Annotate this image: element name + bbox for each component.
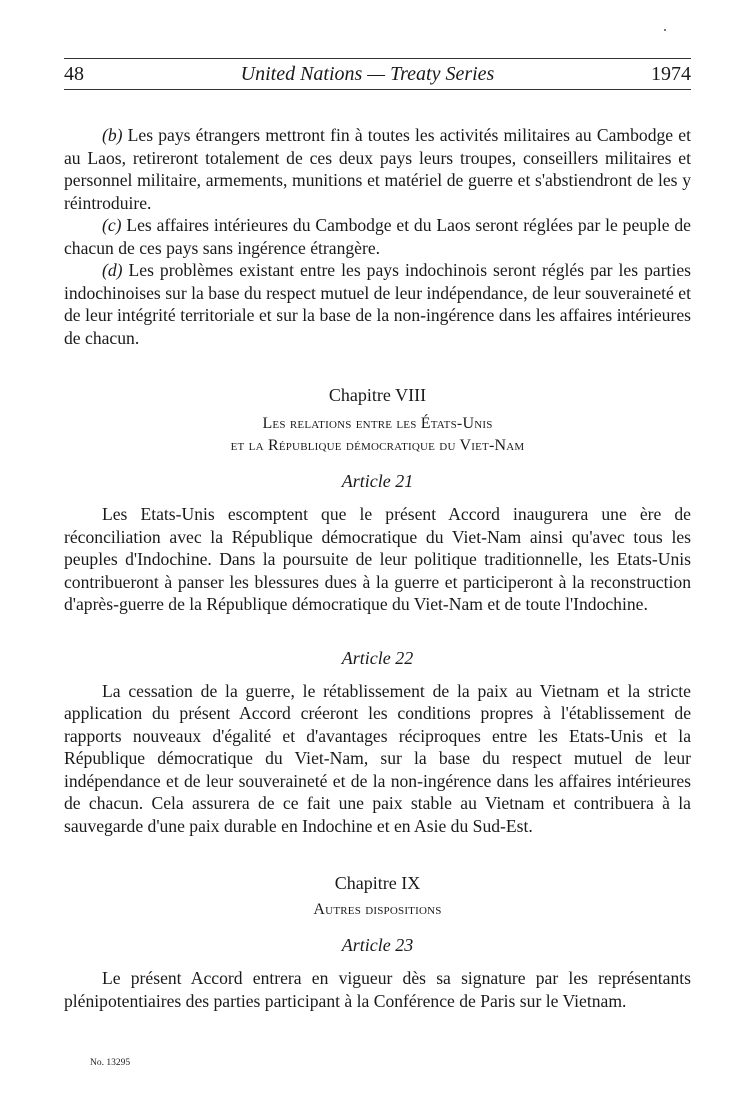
paragraph-marker: (d) <box>102 260 123 280</box>
scan-mark <box>664 29 666 31</box>
page-number: 48 <box>64 63 84 85</box>
paragraph-text: Les problèmes existant entre les pays indochinois seront réglés par les parties indochinoises sur la base du respect mutuel de leur indépendance, de leur souveraineté et de leur intégrité territoriale et sur la base de la non-ingérence dans les affaires intérieures de chacun. <box>64 260 691 348</box>
paragraph-c <box>64 214 691 259</box>
running-header <box>64 58 691 90</box>
paragraph-b <box>64 124 691 214</box>
chapter-heading: Chapitre IX <box>334 873 421 893</box>
document-number: No. 13295 <box>90 1058 131 1068</box>
chapter-subheading: Autres dispositions <box>313 901 442 918</box>
paragraph-text: Les affaires intérieures du Cambodge et du Laos seront réglées par le peuple de chacun de ces pays sans ingérence étrangère. <box>64 215 691 258</box>
chapter-heading: Chapitre VIII <box>328 385 427 405</box>
series-title: United Nations — Treaty Series <box>240 63 495 85</box>
article-text: Les Etats-Unis escomptent que le présent Accord inaugurera une ère de réconciliation avec la République démocratique du Viet-Nam ainsi qu'avec tous les peuples d'Indochine. Dans la poursuite de leur politique traditionnelle, les Etats-Unis contribueront à panser les blessures dues à la guerre et participeront à la reconstruction d'après-guerre de la République démocratique du Viet-Nam et de toute l'Indochine. <box>64 504 691 614</box>
article-text: Le présent Accord entrera en vigueur dès sa signature par les représentants plénipotentiaires des parties participant à la Conférence de Paris sur le Vietnam. <box>64 968 691 1011</box>
paragraph-marker: (c) <box>102 215 122 235</box>
article-heading: Article 22 <box>341 647 414 668</box>
paragraph-marker: (b) <box>102 125 123 145</box>
chapter-subheading: et la République démocratique du Viet-Nam <box>230 437 525 454</box>
document-page <box>64 58 691 1012</box>
paragraph-text: Les pays étrangers mettront fin à toutes les activités militaires au Cambodge et au Laos, retireront totalement de ces deux pays leurs troupes, conseillers militaires et personnel militaire, armements, munitions et matériel de guerre et s'abstiendront de les y réintroduire. <box>64 125 691 213</box>
article-text: La cessation de la guerre, le rétablissement de la paix au Vietnam et la stricte application du présent Accord créeront les conditions propres à l'établissement de rapports nouveaux d'égalité et d'avantages réciproques entre les Etats-Unis et la République démocratique du Viet-Nam, sur la base du respect mutuel de leur indépendance et de leur souveraineté et de la non-ingérence dans les affaires intérieures de chacun. Cela assurera de ce fait une paix stable au Vietnam et contribuera à la sauvegarde d'une paix durable en Indochine et en Asie du Sud-Est. <box>64 680 691 836</box>
year: 1974 <box>650 63 691 85</box>
paragraph-d <box>64 259 691 349</box>
chapter-subheading: Les relations entre les États-Unis <box>262 415 493 432</box>
article-heading: Article 21 <box>341 471 414 491</box>
article-heading: Article 23 <box>341 935 414 955</box>
